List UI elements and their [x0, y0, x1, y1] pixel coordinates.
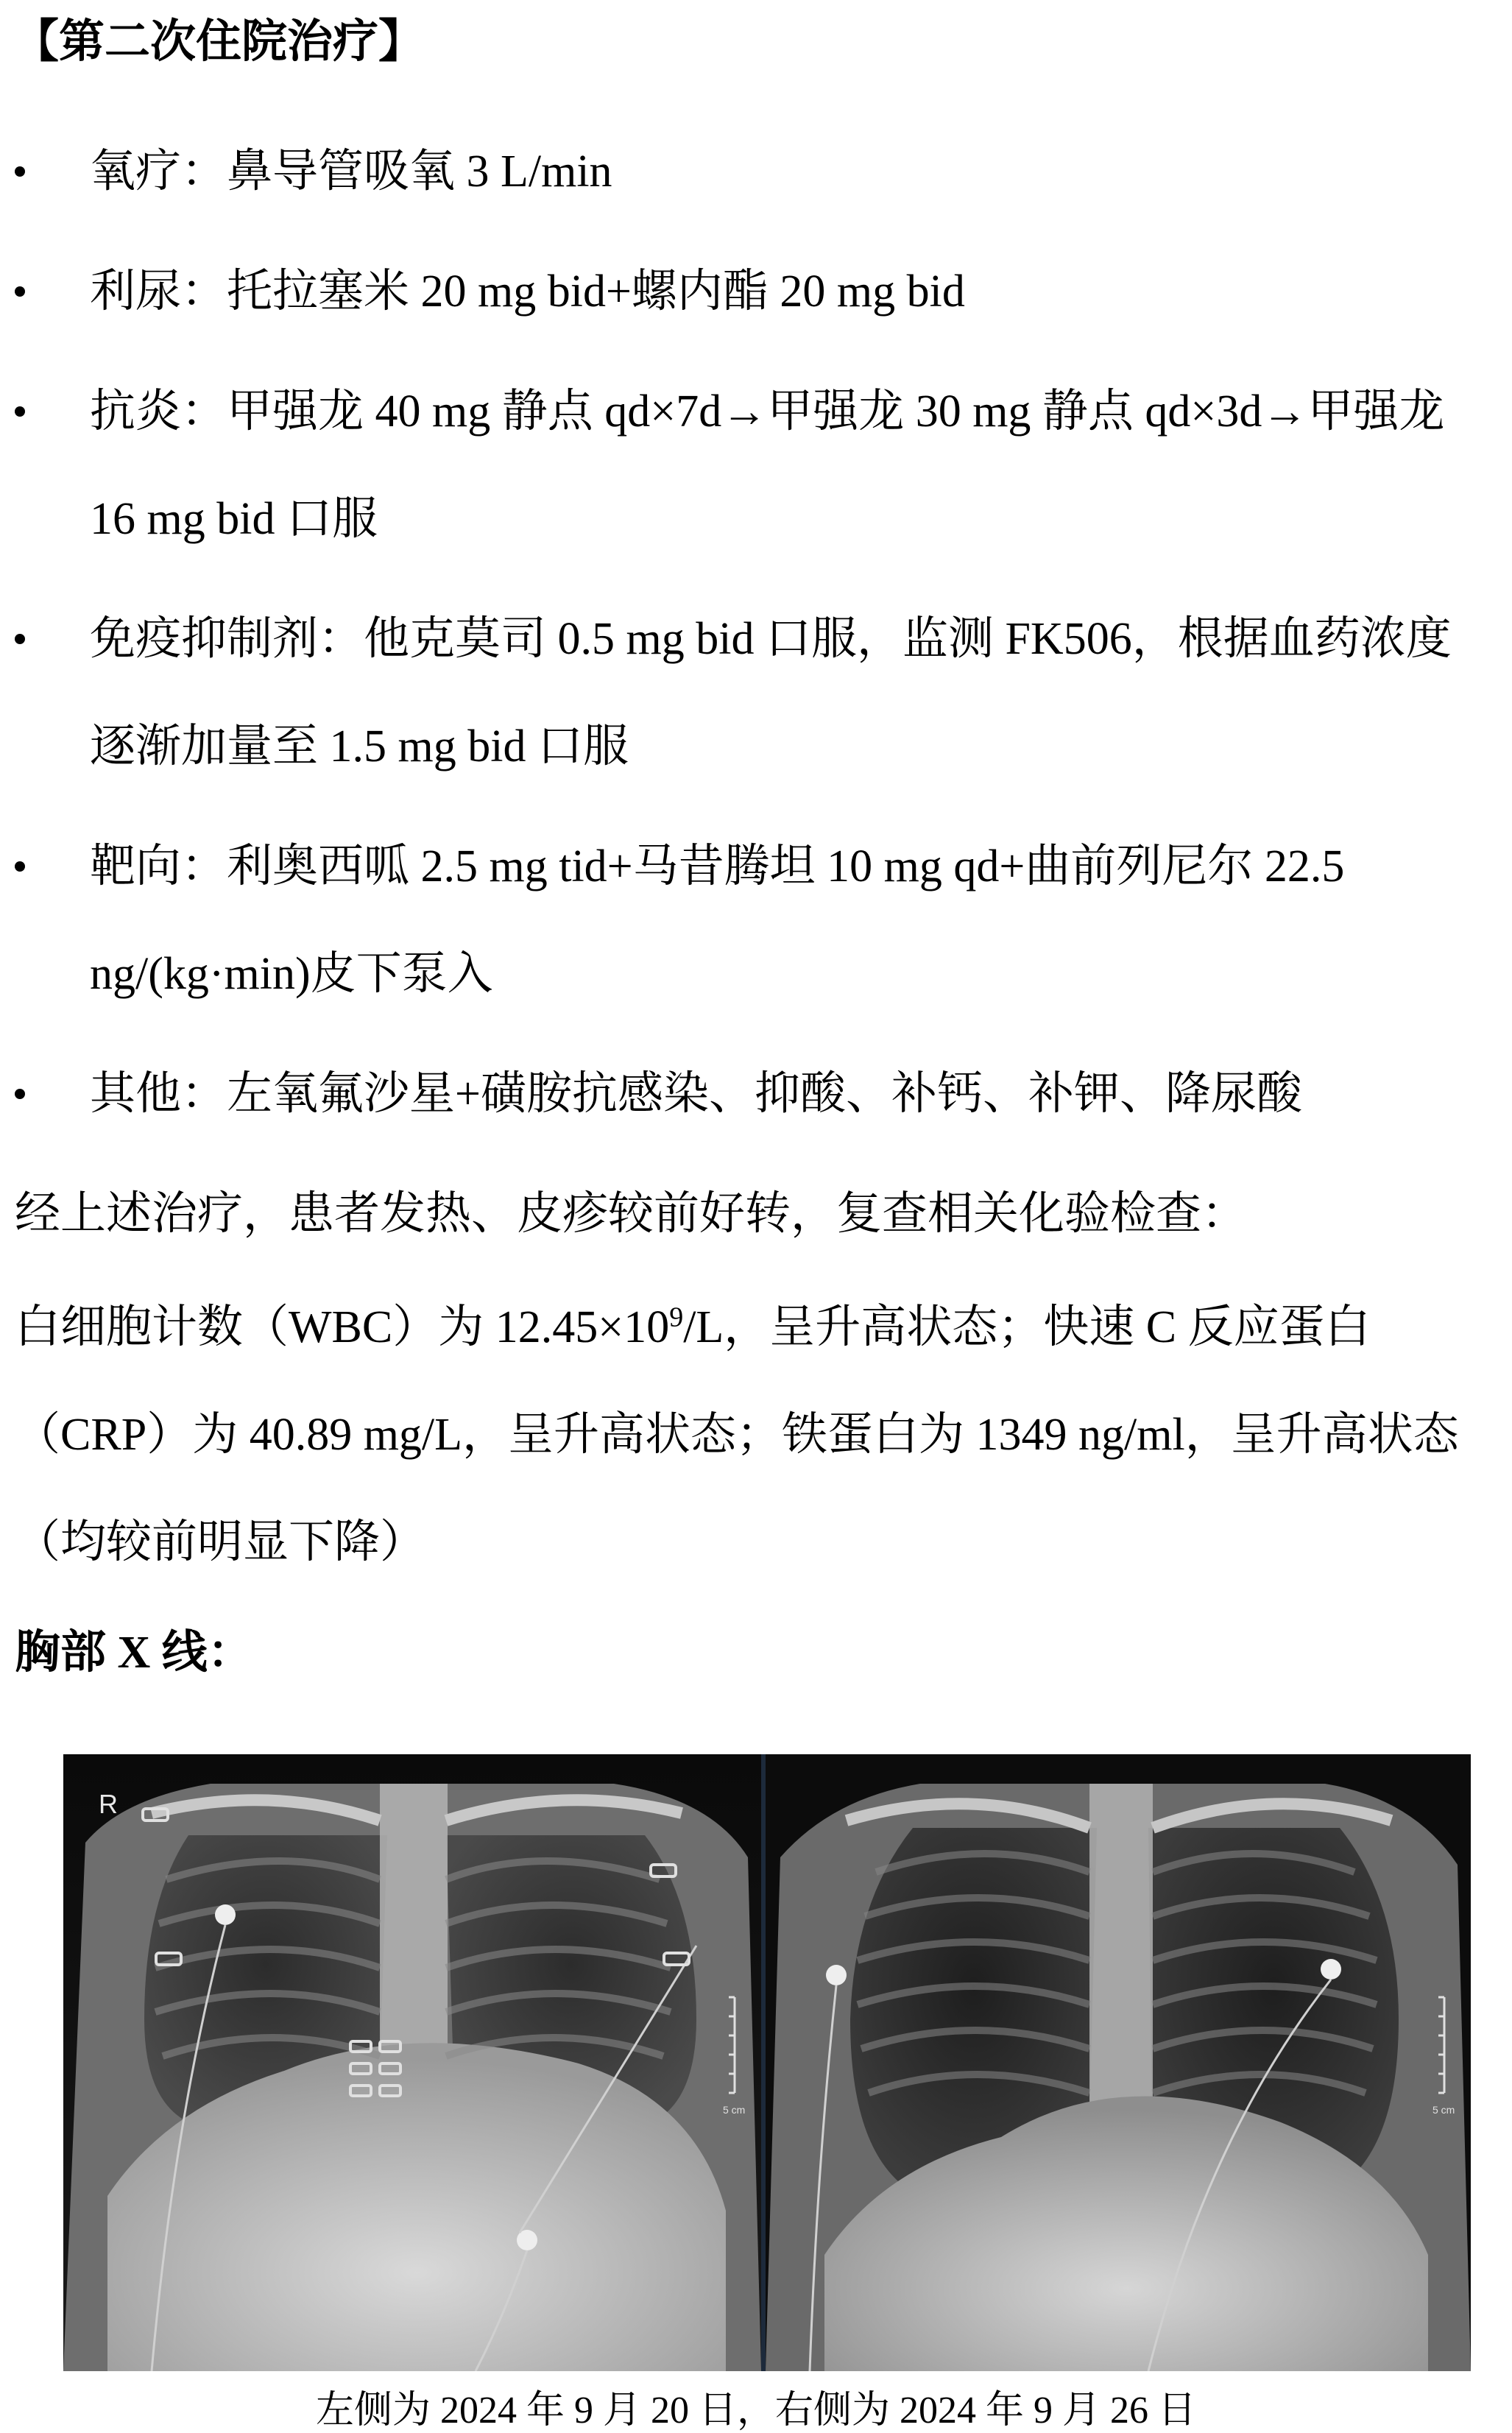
bullet-icon [15, 861, 25, 872]
list-item-text: 免疫抑制剂：他克莫司 0.5 mg bid 口服，监测 FK506，根据血药浓度逐渐加量至 1.5 mg bid 口服 [90, 614, 1452, 771]
bullet-icon [15, 406, 25, 417]
summary-text: 经上述治疗，患者发热、皮疹较前好转，复查相关化验检查： [15, 1189, 1248, 1239]
chest-xray-figure [63, 1754, 1471, 2371]
list-item-text: 氧疗：鼻导管吸氧 3 L/min [90, 146, 612, 197]
section-heading: 【第二次住院治疗】 [13, 17, 425, 67]
list-item-text: 靶向：利奥西呱 2.5 mg tid+马昔腾坦 10 mg qd+曲前列尼尔 22.5 ng/(kg·min)皮下泵入 [90, 841, 1345, 999]
bullet-icon [15, 166, 25, 177]
bullet-icon [15, 634, 25, 644]
scale-bar-label: 5 cm [1432, 2104, 1455, 2116]
chest-xray-left-image [63, 1754, 761, 2371]
xray-heading: 胸部 X 线： [15, 1628, 253, 1678]
lab-results-part1: 白细胞计数（WBC）为 12.45×10 [15, 1302, 670, 1352]
scale-bar-label: 5 cm [723, 2104, 746, 2116]
lab-results-part2: /L，呈升高状态；快速 C 反应蛋白（CRP）为 40.89 mg/L，呈升高状态；铁蛋白为 1349 ng/ml，呈升高状态（均较前明显下降） [15, 1302, 1459, 1567]
bullet-icon [15, 1089, 25, 1099]
bullet-icon [15, 286, 25, 297]
list-item-text: 抗炎：甲强龙 40 mg 静点 qd×7d→甲强龙 30 mg 静点 qd×3d→甲强龙 16 mg bid 口服 [90, 386, 1445, 544]
lab-results-text [15, 1274, 1487, 1596]
figure-caption: 左侧为 2024 年 9 月 20 日，右侧为 2024 年 9 月 26 日 [315, 2390, 1196, 2432]
list-item-text: 其他：左氧氟沙星+磺胺抗感染、抑酸、补钙、补钾、降尿酸 [90, 1069, 1302, 1119]
chest-xray-right-image [766, 1754, 1471, 2371]
side-marker-label: R [99, 1789, 118, 1819]
list-item-text: 利尿：托拉塞米 20 mg bid+螺内酯 20 mg bid [90, 266, 965, 317]
lab-results-superscript: 9 [669, 1302, 684, 1333]
